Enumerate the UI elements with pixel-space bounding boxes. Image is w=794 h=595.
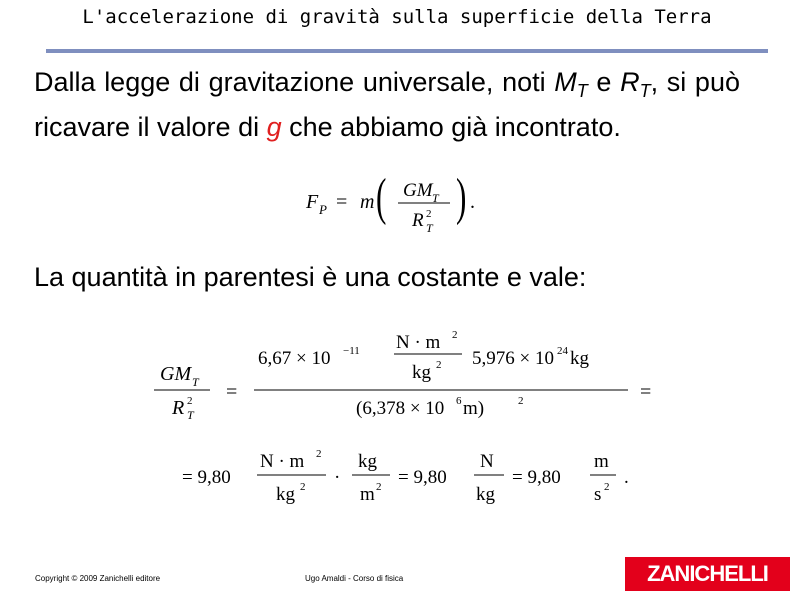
unit-kg-exp: 2: [436, 359, 442, 371]
footer-copyright: Copyright © 2009 Zanichelli editore: [35, 574, 161, 583]
earth-radius: (6,378 × 10: [356, 398, 445, 419]
formula1-gm: GM: [403, 180, 433, 201]
formula2-lhs-gm-sub: T: [192, 375, 199, 389]
formula1-r-sub: T: [426, 221, 433, 235]
earth-radius-tail: m): [463, 398, 485, 419]
earth-mass: 5,976 × 10: [472, 348, 554, 369]
result-unit1-den: kg: [276, 484, 295, 505]
result-unit1-num: N · m: [260, 451, 305, 472]
result-calculation: [180, 440, 650, 520]
result-value-3: = 9,80: [512, 467, 561, 488]
earth-radius-tail-exp: 2: [518, 395, 524, 407]
result-unit2-den: m: [360, 484, 375, 505]
formula2-equals-end: =: [640, 381, 652, 403]
result-unit4-den: s: [594, 484, 602, 505]
formula2-lhs-r-sub: T: [187, 408, 194, 422]
weight-formula: [300, 170, 490, 240]
earth-mass-unit: kg: [570, 348, 589, 369]
formula2-lhs-gm: GM: [160, 363, 192, 385]
unit-n-m: N · m: [396, 332, 441, 353]
intro-text-2: e: [587, 67, 621, 97]
result-unit2-den-exp: 2: [376, 481, 382, 493]
result-unit4-num: m: [594, 451, 609, 472]
constant-calculation: [150, 322, 670, 432]
formula1-r: R: [412, 210, 424, 231]
intro-text-4: che abbiamo già incontrato.: [281, 112, 621, 142]
publisher-logo: ZANICHELLI: [625, 557, 790, 591]
right-paren: ): [456, 170, 467, 227]
earth-radius-exp: 6: [456, 395, 462, 407]
mass-symbol: m: [360, 191, 375, 213]
formula2-lhs-r-sup: 2: [187, 395, 193, 407]
result-unit1-num-exp: 2: [316, 448, 322, 460]
mass-earth-symbol: M: [554, 67, 577, 97]
intro-paragraph: [34, 64, 740, 145]
result-period: .: [624, 467, 629, 488]
intro-text-3: , si può ricavare il valore di: [34, 67, 740, 142]
footer-course: Ugo Amaldi - Corso di fisica: [305, 574, 404, 583]
result-unit4-den-exp: 2: [604, 481, 610, 493]
force-subscript: P: [319, 202, 327, 217]
left-paren: (: [376, 170, 387, 227]
title-divider: [46, 49, 768, 53]
g-symbol: g: [266, 112, 282, 142]
formula1-equals: =: [336, 191, 348, 213]
slide-title: L'accelerazione di gravità sulla superficie della Terra: [82, 6, 712, 28]
result-value-2: = 9,80: [398, 467, 447, 488]
constant-paragraph: La quantità in parentesi è una costante e vale:: [34, 262, 587, 292]
formula2-equals: =: [226, 381, 238, 403]
unit-n-m-exp: 2: [452, 329, 458, 341]
result-unit2-num: kg: [358, 451, 377, 472]
formula2-lhs-r: R: [172, 397, 185, 419]
formula1-r-sup: 2: [426, 208, 432, 220]
radius-earth-symbol: R: [620, 67, 640, 97]
result-unit3-num: N: [480, 451, 494, 472]
result-unit1-den-exp: 2: [300, 481, 306, 493]
intro-text-1: Dalla legge di gravitazione universale, noti: [34, 67, 555, 97]
result-unit3-den: kg: [476, 484, 495, 505]
gravitational-constant-exp: −11: [343, 345, 360, 357]
radius-earth-subscript: T: [639, 81, 651, 101]
formula1-dot: .: [470, 191, 475, 213]
unit-kg: kg: [412, 362, 431, 383]
force-symbol: F: [306, 191, 319, 213]
formula1-gm-sub: T: [432, 191, 439, 205]
earth-mass-exp: 24: [557, 345, 568, 357]
result-value-1: = 9,80: [182, 467, 231, 488]
gravitational-constant: 6,67 × 10: [258, 348, 331, 369]
mass-earth-subscript: T: [576, 81, 588, 101]
result-dot: ·: [334, 467, 341, 488]
